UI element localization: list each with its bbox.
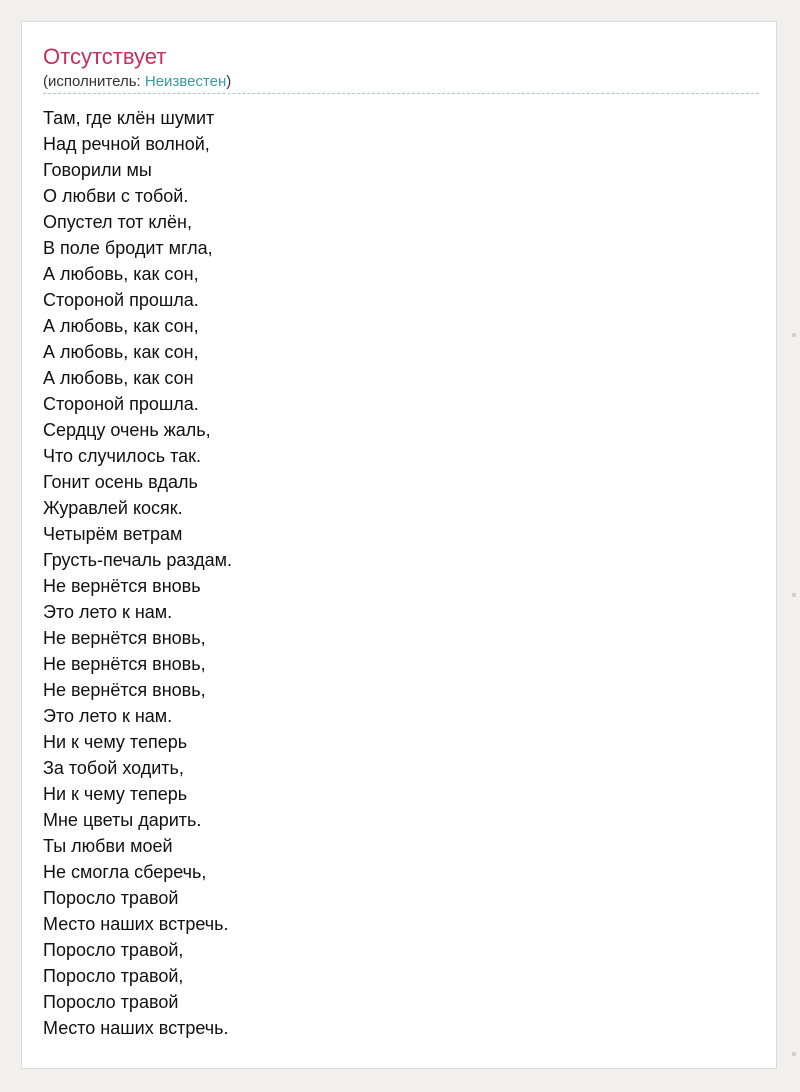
lyric-line: Место наших встречь. xyxy=(43,1018,229,1038)
lyric-line: Не вернётся вновь, xyxy=(43,680,206,700)
lyric-line: А любовь, как сон, xyxy=(43,264,199,284)
lyric-line: Опустел тот клён, xyxy=(43,212,192,232)
artist-line xyxy=(43,73,231,91)
artist-suffix: ) xyxy=(226,73,232,90)
lyric-line: За тобой ходить, xyxy=(43,758,184,778)
lyric-line: Четырём ветрам xyxy=(43,524,183,544)
song-title: Отсутствует xyxy=(43,44,167,69)
lyric-line: В поле бродит мгла, xyxy=(43,238,213,258)
lyric-line: Поросло травой xyxy=(43,888,179,908)
lyric-line: Грусть-печаль раздам. xyxy=(43,550,232,570)
lyric-line: Над речной волной, xyxy=(43,134,210,154)
lyric-line: Говорили мы xyxy=(43,160,152,180)
lyric-line: Место наших встречь. xyxy=(43,914,229,934)
lyric-line: Гонит осень вдаль xyxy=(43,472,198,492)
lyric-line: Стороной прошла. xyxy=(43,290,199,310)
lyric-line: Журавлей косяк. xyxy=(43,498,183,518)
lyric-line: Ни к чему теперь xyxy=(43,784,188,804)
page-edge-mark xyxy=(792,593,796,597)
lyric-line: Сердцу очень жаль, xyxy=(43,420,211,440)
lyric-line: Поросло травой, xyxy=(43,940,184,960)
lyric-line: Мне цветы дарить. xyxy=(43,810,202,830)
lyric-line: О любви с тобой. xyxy=(43,186,189,206)
lyric-line: Не вернётся вновь xyxy=(43,576,201,596)
lyric-line: Не смогла сберечь, xyxy=(43,862,207,882)
lyric-line: А любовь, как сон xyxy=(43,368,194,388)
lyric-line: Ни к чему теперь xyxy=(43,732,188,752)
artist-prefix: (исполнитель: xyxy=(43,73,145,90)
lyric-line: Поросло травой xyxy=(43,992,179,1012)
page-edge-mark xyxy=(792,333,796,337)
lyric-line: Ты любви моей xyxy=(43,836,173,856)
artist-link[interactable]: Неизвестен xyxy=(144,73,227,90)
lyric-line: Поросло травой, xyxy=(43,966,184,986)
lyric-line: Не вернётся вновь, xyxy=(43,654,206,674)
lyric-line: Там, где клён шумит xyxy=(43,108,215,128)
lyric-line: Это лето к нам. xyxy=(43,706,173,726)
lyrics-card xyxy=(21,21,777,1069)
lyric-line: Это лето к нам. xyxy=(43,602,173,622)
title-divider xyxy=(43,93,759,94)
page-edge-mark xyxy=(792,1052,796,1056)
lyric-line: А любовь, как сон, xyxy=(43,316,199,336)
lyric-line: Что случилось так. xyxy=(43,446,202,466)
lyric-line: Не вернётся вновь, xyxy=(43,628,206,648)
lyric-line: А любовь, как сон, xyxy=(43,342,199,362)
lyrics-list xyxy=(43,105,743,1041)
lyric-line: Стороной прошла. xyxy=(43,394,199,414)
